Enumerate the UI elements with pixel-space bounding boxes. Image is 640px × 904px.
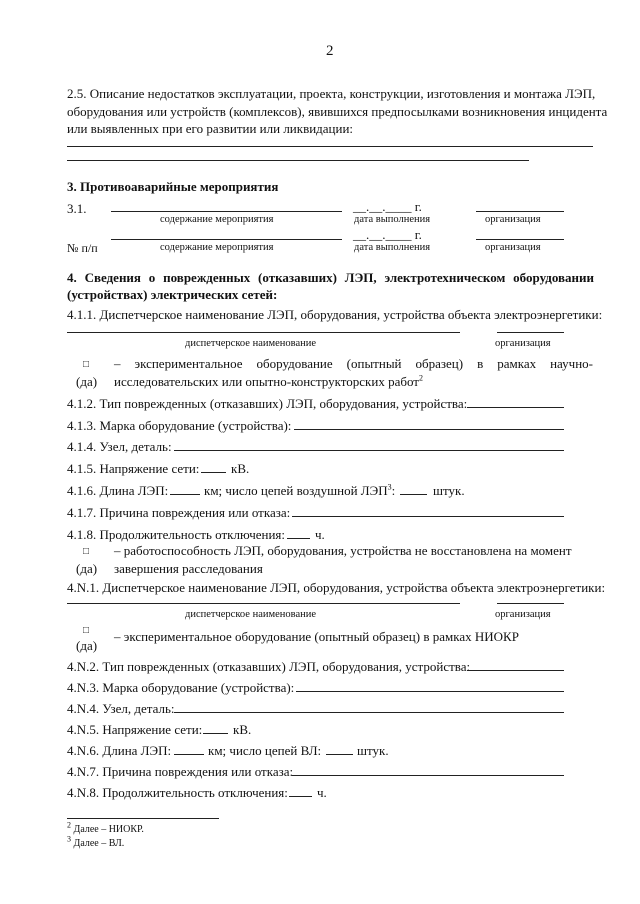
measure-row-number: 3.1. [67, 201, 87, 216]
caption-org: организация [485, 214, 541, 225]
item-4-n-6: 4.N.6. Длина ЛЭП: [67, 743, 172, 758]
fill-line[interactable] [67, 146, 593, 147]
fill-line[interactable] [67, 160, 529, 161]
dispatch-name-field[interactable] [67, 603, 460, 604]
measure-row-number-header: № п/п [67, 241, 98, 255]
checkbox-yes-label: (да) [76, 638, 98, 653]
duration-field[interactable] [287, 538, 310, 539]
item-4-1-5: 4.1.5. Напряжение сети: [67, 461, 200, 476]
caption-content: содержание мероприятия [160, 214, 274, 225]
dispatch-name-field[interactable] [67, 332, 460, 333]
type-field[interactable] [467, 407, 564, 408]
caption-org: организация [495, 338, 551, 349]
item-4-1-7: 4.1.7. Причина повреждения или отказа: [67, 505, 291, 520]
item-4-n-7: 4.N.7. Причина повреждения или отказа: [67, 764, 294, 779]
measure-content-field[interactable] [111, 239, 342, 240]
measure-content-field[interactable] [111, 211, 342, 212]
experimental-equipment-line-2: исследовательских или опытно-конструкторских работ$^2$ [114, 373, 423, 389]
caption-date: дата выполнения [354, 214, 431, 225]
checkbox-icon[interactable]: □ [83, 546, 90, 557]
measure-date-field[interactable]: __.__.____ г. [353, 199, 422, 214]
node-field[interactable] [174, 712, 564, 713]
measure-date-field[interactable]: __.__.____ г. [353, 227, 422, 242]
length-field[interactable] [174, 754, 204, 755]
item-4-1-3: 4.1.3. Марка оборудование (устройства): [67, 418, 292, 433]
item-4-n-8: 4.N.8. Продолжительность отключения: [67, 785, 288, 800]
experimental-equipment-line-1: – экспериментальное оборудование (опытный образец) в рамках научно- [114, 356, 593, 371]
item-4-n-5: 4.N.5. Напряжение сети: [67, 722, 203, 737]
duration-unit: ч. [315, 527, 325, 542]
cause-field[interactable] [292, 775, 564, 776]
page-number: 2 [326, 43, 334, 59]
org-field[interactable] [497, 332, 564, 333]
voltage-unit: кВ. [231, 461, 250, 476]
duration-field[interactable] [289, 796, 312, 797]
node-field[interactable] [174, 450, 564, 451]
caption-content: содержание мероприятия [160, 242, 274, 253]
section-2-5-line-3: или выявленных при его развитии или ликвидации: [67, 121, 354, 136]
circuits-field[interactable] [326, 754, 353, 755]
voltage-unit: кВ. [233, 722, 252, 737]
checkbox-icon[interactable]: □ [83, 625, 90, 636]
not-restored-line-2: завершения расследования [114, 561, 263, 576]
item-4-1-1: 4.1.1. Диспетчерское наименование ЛЭП, оборудования, устройства объекта электроэнергетики: [67, 307, 603, 322]
caption-org: организация [495, 609, 551, 620]
circuits-unit: штук. [433, 483, 465, 498]
experimental-equipment-niokr: – экспериментальное оборудование (опытный образец) в рамках НИОКР [114, 629, 519, 644]
section-3-heading: 3. Противоаварийные мероприятия [67, 179, 279, 194]
caption-date: дата выполнения [354, 242, 431, 253]
cause-field[interactable] [292, 516, 564, 517]
item-4-n-3: 4.N.3. Марка оборудование (устройства): [67, 680, 295, 695]
section-4-heading-line-2: (устройствах) электрических сетей: [67, 287, 278, 302]
item-4-1-6: 4.1.6. Длина ЛЭП: [67, 483, 169, 498]
footnote-separator [67, 818, 219, 819]
section-2-5-line-1: 2.5. Описание недостатков эксплуатации, проекта, конструкции, изготовления и монтажа ЛЭП, [67, 86, 596, 101]
circuits-field[interactable] [400, 494, 427, 495]
item-4-1-4: 4.1.4. Узел, деталь: [67, 439, 172, 454]
footnote-2: $^2$ Далее – НИОКР. [67, 820, 144, 835]
checkbox-yes-label: (да) [76, 374, 98, 389]
item-4-n-2: 4.N.2. Тип поврежденных (отказавших) ЛЭП, оборудования, устройства: [67, 659, 471, 674]
not-restored-line-1: – работоспособность ЛЭП, оборудования, устройства не восстановлена на момент [114, 543, 572, 558]
item-4-n-1: 4.N.1. Диспетчерское наименование ЛЭП, оборудования, устройства объекта электроэнергетики: [67, 580, 606, 595]
org-field[interactable] [497, 603, 564, 604]
section-2-5-line-2: оборудования или устройств (комплексов), явившихся предпосылками возникновения инцидента [67, 104, 608, 119]
length-field[interactable] [170, 494, 200, 495]
checkbox-icon[interactable]: □ [83, 359, 90, 370]
item-4-n-6-circuits: км; число цепей ВЛ: [208, 743, 322, 758]
caption-org: организация [485, 242, 541, 253]
item-4-1-8: 4.1.8. Продолжительность отключения: [67, 527, 286, 542]
checkbox-yes-label: (да) [76, 561, 98, 576]
voltage-field[interactable] [201, 472, 226, 473]
caption-dispatch-name: диспетчерское наименование [185, 609, 317, 620]
footnote-3: $^3$ Далее – ВЛ. [67, 834, 125, 849]
brand-field[interactable] [294, 429, 564, 430]
circuits-unit: штук. [357, 743, 389, 758]
item-4-1-6-circuits: км; число цепей воздушной ЛЭП$^3$: [204, 482, 396, 498]
brand-field[interactable] [296, 691, 564, 692]
measure-org-field[interactable] [476, 239, 564, 240]
caption-dispatch-name: диспетчерское наименование [185, 338, 317, 349]
measure-org-field[interactable] [476, 211, 564, 212]
item-4-1-2: 4.1.2. Тип поврежденных (отказавших) ЛЭП, оборудования, устройства: [67, 396, 468, 411]
section-4-heading-line-1: 4. Сведения о поврежденных (отказавших) ЛЭП, электротехническом оборудовании [67, 270, 594, 285]
voltage-field[interactable] [203, 733, 228, 734]
duration-unit: ч. [317, 785, 327, 800]
type-field[interactable] [467, 670, 564, 671]
item-4-n-4: 4.N.4. Узел, деталь: [67, 701, 175, 716]
